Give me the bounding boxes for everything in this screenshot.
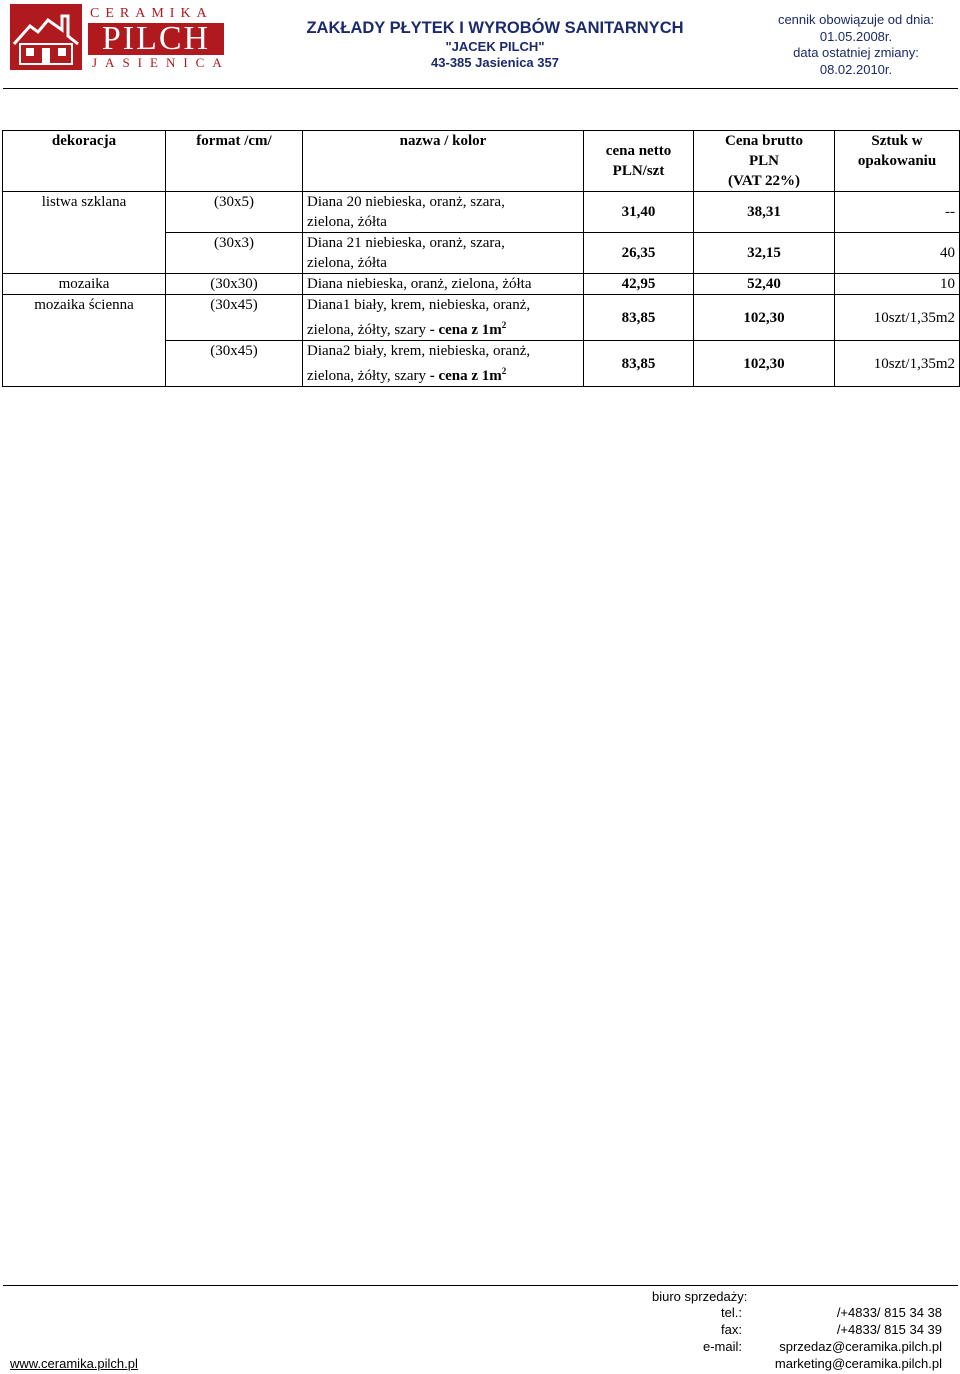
- email-label-empty: [660, 1355, 750, 1372]
- brutto-cell: 38,31: [694, 192, 835, 233]
- header-nazwa: nazwa / kolor: [303, 131, 584, 192]
- group-cell-empty: [3, 341, 166, 387]
- header-brutto-line3: (VAT 22%): [727, 173, 801, 189]
- price-list-validity: [752, 12, 960, 78]
- email-sales-link[interactable]: sprzedaz@ceramika.pilch.pl: [779, 1339, 942, 1354]
- company-logo: [10, 4, 230, 70]
- price-unit-note: - cena z $1m^2$: [429, 320, 507, 338]
- pack-cell: 40: [835, 233, 960, 274]
- name-line: Diana 20 niebieska, oranż, szara,: [307, 194, 505, 210]
- fax-value: /+4833/ 815 34 39: [836, 1322, 942, 1337]
- format-cell: (30x45): [166, 341, 303, 387]
- house-logo-icon: [10, 4, 82, 70]
- group-cell: listwa szklana: [3, 192, 166, 233]
- header-dekoracja: dekoracja: [3, 131, 166, 192]
- pack-cell: --: [835, 192, 960, 233]
- name-cell: [303, 192, 584, 233]
- website-link[interactable]: www.ceramika.pilch.pl: [10, 1356, 138, 1371]
- netto-cell: 31,40: [584, 192, 694, 233]
- name-line: zielona, żółta: [307, 255, 387, 271]
- brutto-cell: 102,30: [694, 295, 835, 341]
- name-line: zielona, żółta: [307, 214, 387, 230]
- pack-cell: 10: [835, 274, 960, 295]
- name-line: Diana 21 niebieska, oranż, szara,: [307, 235, 505, 251]
- email-marketing-link[interactable]: marketing@ceramika.pilch.pl: [774, 1356, 942, 1371]
- pack-cell: 10szt/1,35m2: [835, 341, 960, 387]
- group-cell: mozaika ścienna: [3, 295, 166, 341]
- brutto-cell: 102,30: [694, 341, 835, 387]
- price-table: [2, 130, 960, 387]
- email-row-2: [660, 1355, 942, 1372]
- sales-office-title: biuro sprzedaży:: [652, 1289, 748, 1304]
- netto-cell: 26,35: [584, 233, 694, 274]
- header-sztuk-line1: Sztuk w: [871, 133, 923, 149]
- group-cell: mozaika: [3, 274, 166, 295]
- tel-row: [660, 1304, 942, 1321]
- brutto-cell: 52,40: [694, 274, 835, 295]
- email-label: e-mail:: [702, 1339, 742, 1354]
- header-format: format /cm/: [166, 131, 303, 192]
- header-brutto-line2: PLN: [749, 153, 779, 169]
- format-cell: (30x45): [166, 295, 303, 341]
- header-netto: [584, 131, 694, 192]
- footer-divider: [3, 1285, 958, 1286]
- group-cell-empty: [3, 233, 166, 274]
- name-text: zielona, żółty, szary: [307, 368, 426, 384]
- name-line: [307, 315, 579, 340]
- tel-label: tel.:: [721, 1305, 742, 1320]
- name-cell: [303, 341, 584, 387]
- company-address: 43-385 Jasienica 357: [431, 55, 559, 70]
- format-cell: (30x30): [166, 274, 303, 295]
- last-change-date: 08.02.2010r.: [819, 61, 893, 77]
- name-cell: [303, 295, 584, 341]
- header-sztuk-line2: opakowaniu: [857, 153, 937, 169]
- name-cell: [303, 233, 584, 274]
- table-header-row: [3, 131, 960, 192]
- logo-bottom-text: JASIENICA: [92, 55, 230, 70]
- table-row: [3, 274, 960, 295]
- table-row: [3, 233, 960, 274]
- contact-block: [660, 1304, 942, 1372]
- brutto-cell: 32,15: [694, 233, 835, 274]
- table-row: [3, 295, 960, 341]
- price-unit-note: - cena z $1m^2$: [429, 366, 507, 384]
- netto-cell: 83,85: [584, 295, 694, 341]
- name-line: Diana2 biały, krem, niebieska, oranż,: [307, 343, 531, 359]
- tel-value: /+4833/ 815 34 38: [836, 1305, 942, 1320]
- name-text: zielona, żółty, szary: [307, 322, 426, 338]
- logo-main-text: PILCH: [101, 20, 211, 57]
- header-divider: [3, 88, 958, 89]
- table-row: [3, 341, 960, 387]
- header-sztuk: [835, 131, 960, 192]
- fax-row: [660, 1321, 942, 1338]
- company-owner: "JACEK PILCH": [445, 39, 545, 54]
- pack-cell: 10szt/1,35m2: [835, 295, 960, 341]
- netto-cell: 83,85: [584, 341, 694, 387]
- header-brutto: [694, 131, 835, 192]
- name-cell: Diana niebieska, oranż, zielona, żółta: [303, 274, 584, 295]
- format-cell: (30x5): [166, 192, 303, 233]
- format-cell: (30x3): [166, 233, 303, 274]
- name-line: Diana1 biały, krem, niebieska, oranż,: [307, 297, 531, 313]
- name-line: [307, 361, 579, 386]
- company-info: [290, 18, 700, 71]
- email-row: [660, 1338, 942, 1355]
- table-row: [3, 192, 960, 233]
- valid-from-date: 01.05.2008r.: [819, 28, 893, 44]
- header-netto-line2: PLN/szt: [612, 163, 665, 179]
- header-netto-line1: cena netto: [605, 143, 672, 159]
- company-name: ZAKŁADY PŁYTEK I WYROBÓW SANITARNYCH: [306, 19, 684, 37]
- header-brutto-line1: Cena brutto: [725, 133, 803, 149]
- netto-cell: 42,95: [584, 274, 694, 295]
- last-change-label: data ostatniej zmiany:: [793, 45, 919, 60]
- valid-from-label: cennik obowiązuje od dnia:: [777, 12, 935, 27]
- logo-top-text: CERAMIKA: [90, 6, 213, 21]
- fax-label: fax:: [721, 1322, 742, 1337]
